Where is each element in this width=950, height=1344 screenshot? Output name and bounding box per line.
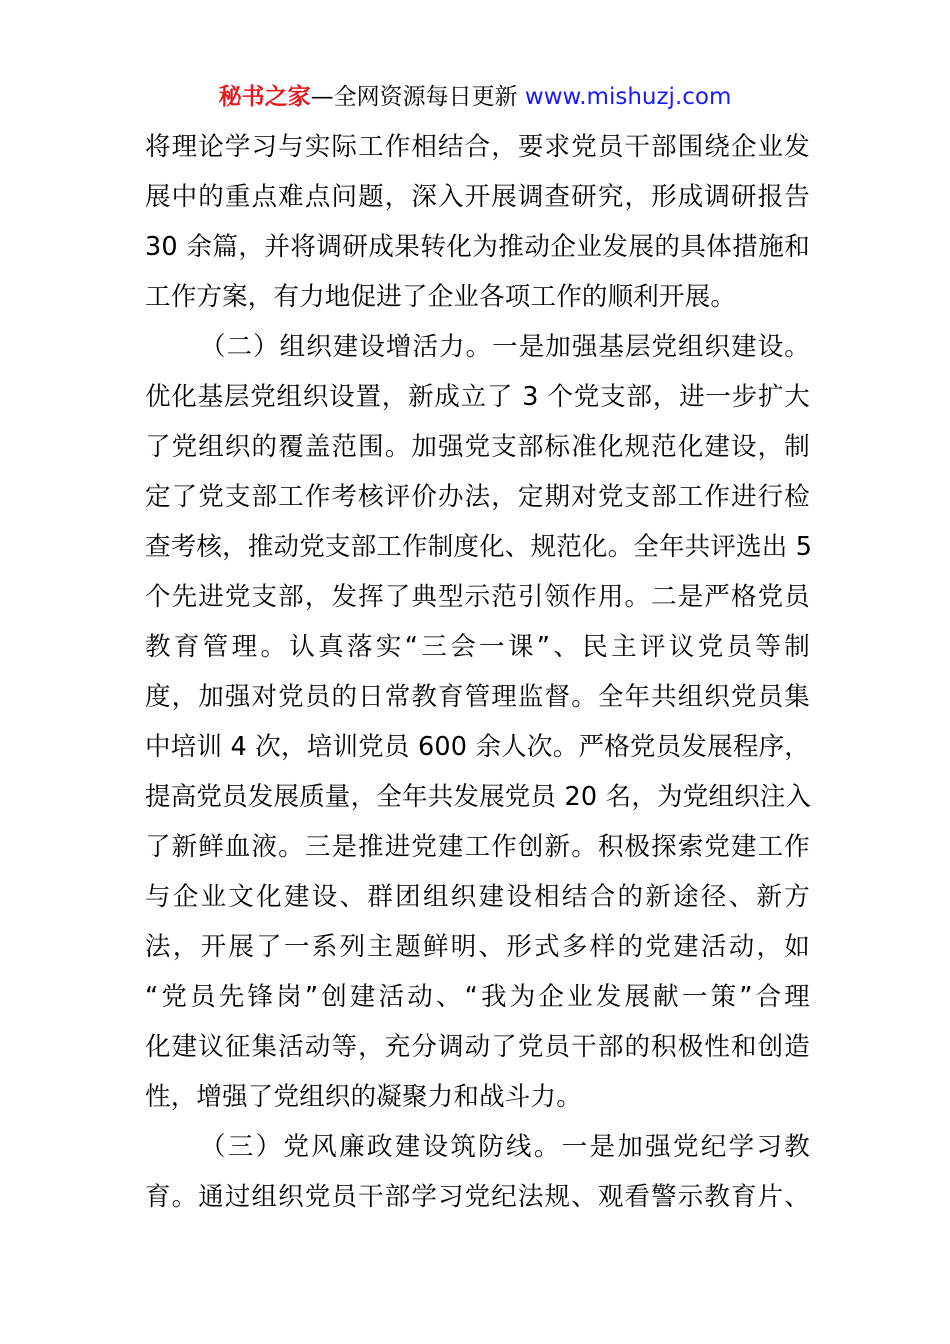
text-line: 查考核，推动党支部工作制度化、规范化。全年共评选出 5: [145, 532, 813, 562]
site-url-link[interactable]: www.mishuzj.com: [524, 84, 732, 110]
page-header: [0, 80, 950, 114]
text-line: 提高党员发展质量，全年共发展党员 20 名，为党组织注入: [145, 782, 812, 812]
text-line: （二）组织建设增活力。一是加强基层党组织建设。: [200, 332, 810, 362]
text-line: 了新鲜血液。三是推进党建工作创新。积极探索党建工作: [145, 832, 810, 862]
text-line: 优化基层党组织设置，新成立了 3 个党支部，进一步扩大: [145, 382, 810, 412]
text-line: 了党组织的覆盖范围。加强党支部标准化规范化建设，制: [145, 432, 810, 462]
text-line: 将理论学习与实际工作相结合，要求党员干部围绕企业发: [145, 132, 810, 162]
text-line: 展中的重点难点问题，深入开展调查研究，形成调研报告: [145, 182, 810, 212]
text-line: 化建议征集活动等，充分调动了党员干部的积极性和创造: [145, 1032, 810, 1062]
text-line: 度，加强对党员的日常教育管理监督。全年共组织党员集: [145, 682, 810, 712]
text-line: 个先进党支部，发挥了典型示范引领作用。二是严格党员: [145, 582, 810, 612]
site-brand: 秘书之家: [218, 84, 311, 110]
document-body: [145, 122, 813, 1222]
text-line: 与企业文化建设、群团组织建设相结合的新途径、新方: [145, 882, 810, 912]
text-line: “党员先锋岗”创建活动、“我为企业发展献一策”合理: [145, 982, 810, 1012]
text-line: 中培训 4 次，培训党员 600 余人次。严格党员发展程序，: [145, 732, 810, 762]
site-tagline: —全网资源每日更新: [310, 84, 518, 110]
text-line: 30 余篇，并将调研成果转化为推动企业发展的具体措施和: [145, 232, 810, 262]
text-line: 育。通过组织党员干部学习党纪法规、观看警示教育片、: [145, 1182, 810, 1212]
text-line: 法，开展了一系列主题鲜明、形式多样的党建活动，如: [145, 932, 810, 962]
text-line: 教育管理。认真落实“三会一课”、民主评议党员等制: [145, 632, 810, 662]
text-line: 定了党支部工作考核评价办法，定期对党支部工作进行检: [145, 482, 810, 512]
text-line: （三）党风廉政建设筑防线。一是加强党纪学习教: [200, 1132, 810, 1162]
text-line: 工作方案，有力地促进了企业各项工作的顺利开展。: [145, 282, 737, 312]
text-line: 性，增强了党组织的凝聚力和战斗力。: [145, 1082, 582, 1112]
